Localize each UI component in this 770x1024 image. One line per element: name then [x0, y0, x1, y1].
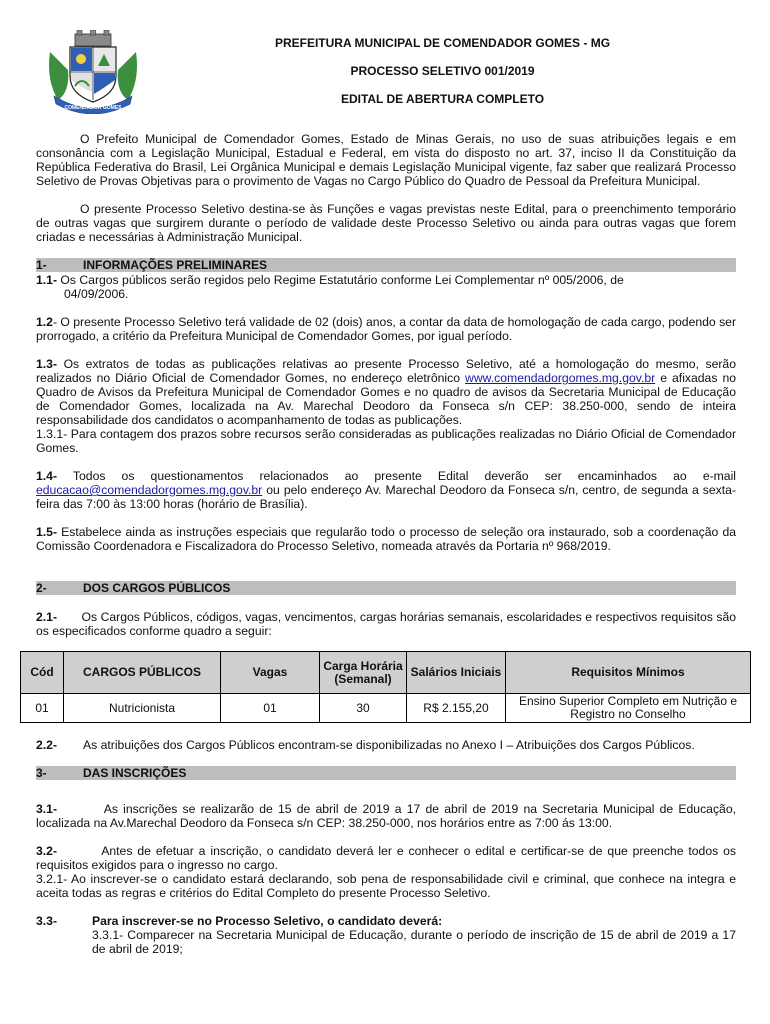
- item-1-5: [36, 525, 736, 553]
- col-header-vagas: Vagas: [221, 652, 320, 694]
- section-3-header: [36, 766, 736, 780]
- table-header-row: [21, 652, 751, 694]
- col-header-cargos: CARGOS PÚBLICOS: [64, 652, 221, 694]
- website-link[interactable]: www.comendadorgomes.mg.gov.br: [465, 371, 656, 385]
- table-row: [21, 694, 751, 723]
- item-text: - O presente Processo Seletivo terá validade de 02 (dois) anos, a contar da data de homologação de cada cargo, podendo ser prorrogado, a critério da Prefeitura Municipal de Comendador Gomes, por igual período.: [36, 315, 736, 343]
- email-link[interactable]: educacao@comendadorgomes.mg.gov.br: [36, 483, 263, 497]
- item-3-2-1: 3.2.1- Ao inscrever-se o candidato estará declarando, sob pena de responsabilidade civil e criminal, que conhece na integra e aceita todas as regras e critérios do Edital Completo do presente Processo Seletivo.: [36, 872, 736, 900]
- item-label: 2.2-: [36, 738, 58, 752]
- section-title: DAS INSCRIÇÕES: [83, 766, 187, 780]
- item-label: 3.2-: [36, 844, 58, 858]
- item-3-2: [36, 844, 736, 872]
- cell-vagas: 01: [221, 694, 320, 723]
- item-text: Os Cargos públicos serão regidos pelo Regime Estatutário conforme Lei Complementar nº 005/2006, de: [60, 273, 624, 287]
- item-1-2: [36, 315, 736, 343]
- item-1-3-1: 1.3.1- Para contagem dos prazos sobre recursos serão consideradas as publicações realizadas no Diário Oficial de Comendador Gomes.: [36, 427, 736, 455]
- cell-cod: 01: [21, 694, 64, 723]
- col-header-cod: Cód: [21, 652, 64, 694]
- item-label: 1.4-: [36, 469, 58, 483]
- item-1-3: [36, 357, 736, 427]
- cell-carga-horaria: 30: [320, 694, 407, 723]
- crest-ribbon-text: COMENDADOR GOMES: [64, 105, 122, 111]
- item-1-1-continuation: 04/09/2006.: [64, 287, 129, 301]
- item-text: Os extratos de todas as publicações relativas ao presente Processo Seletivo, até a homologação do mesmo, serão realizados no Diário Oficial de Comendador Gomes, no endereço eletrônico: [36, 357, 736, 385]
- item-label: 2.1-: [36, 610, 58, 624]
- item-text: Estabelece ainda as instruções especiais que regularão todo o processo de seleção ora instaurado, sob a coordenação da Comissão Coordenadora e Fiscalizadora do Processo Seletivo, nomeada através da Portaria nº 968/2019.: [36, 525, 736, 553]
- item-label: 3.1-: [36, 802, 58, 816]
- item-label: 1.5-: [36, 525, 58, 539]
- municipal-crest-logo: [44, 30, 142, 114]
- intro-paragraph-2: O presente Processo Seletivo destina-se às Funções e vagas previstas neste Edital, para o preenchimento temporário de outras vagas que surgirem durante o período de validade deste Processo Seletivo ou ainda para outras vagas que forem criadas e necessárias à Administração Municipal.: [36, 202, 736, 244]
- item-2-1: [36, 610, 736, 638]
- item-text: Para inscrever-se no Processo Seletivo, o candidato deverá:: [92, 914, 443, 928]
- item-label: 1.2: [36, 315, 53, 329]
- section-number: 3-: [36, 766, 47, 780]
- section-2-header: [36, 581, 736, 595]
- cargos-table: [20, 651, 751, 723]
- section-title: INFORMAÇÕES PRELIMINARES: [83, 258, 268, 272]
- item-1-4: [36, 469, 736, 511]
- item-text: Antes de efetuar a inscrição, o candidato deverá ler e conhecer o edital e certificar-se de que preenche todos os requisitos exigidos para o ingresso no cargo.: [36, 844, 736, 872]
- cell-salario: R$ 2.155,20: [407, 694, 506, 723]
- intro-paragraph-1: O Prefeito Municipal de Comendador Gomes, Estado de Minas Gerais, no uso de suas atribuições legais e em consonância com a Legislação Municipal, Estadual e Federal, em vista do disposto no art. 37, inciso II da Constituição da República Federativa do Brasil, Lei Orgânica Municipal e demais Legislação Municipal vigente, faz saber que realizará Processo Seletivo de Provas Objetivas para o provimento de Vagas no Cargo Público do Quadro de Pessoal da Prefeitura Municipal.: [36, 132, 736, 188]
- item-1-1: [36, 273, 736, 287]
- item-text: Os Cargos Públicos, códigos, vagas, vencimentos, cargas horárias semanais, escolaridades e respectivos requisitos são os especificados conforme quadro a seguir:: [36, 610, 737, 638]
- header-municipality: PREFEITURA MUNICIPAL DE COMENDADOR GOMES - MG: [274, 36, 611, 50]
- item-text: Todos os questionamentos relacionados ao presente Edital deverão ser encaminhados ao e-mail: [72, 469, 736, 483]
- col-header-carga-horaria: Carga Horária (Semanal): [320, 652, 407, 694]
- col-header-salarios: Salários Iniciais: [407, 652, 506, 694]
- header-edital-title: EDITAL DE ABERTURA COMPLETO: [340, 92, 545, 106]
- cell-cargo: Nutricionista: [64, 694, 221, 723]
- section-1-header: [36, 258, 736, 272]
- col-header-requisitos: Requisitos Mínimos: [506, 652, 751, 694]
- header-process: PROCESSO SELETIVO 001/2019: [350, 64, 535, 78]
- item-3-3-1: 3.3.1- Comparecer na Secretaria Municipal de Educação, durante o período de inscrição de 15 de abril de 2019 a 17 de abril de 2019;: [92, 928, 736, 956]
- item-text-cont: ou pelo endereço Av. Marechal Deodoro da Fonseca s/n, centro, de segunda a sexta-feira das 7:00 às 13:00 horas (horário de Brasília).: [36, 483, 736, 511]
- item-label: 1.3-: [36, 357, 58, 371]
- item-text: As atribuições dos Cargos Públicos encontram-se disponibilizadas no Anexo I – Atribuições dos Cargos Públicos.: [83, 738, 695, 752]
- cell-requisitos: Ensino Superior Completo em Nutrição e Registro no Conselho: [506, 694, 751, 723]
- section-title: DOS CARGOS PÚBLICOS: [83, 581, 231, 595]
- item-text: As inscrições se realizarão de 15 de abril de 2019 a 17 de abril de 2019 na Secretaria Municipal de Educação, localizada na Av.Marechal Deodoro da Fonseca s/n CEP: 38.250-000, nos horários entre as 7:00 ás 13:00.: [36, 802, 736, 830]
- item-label: 3.3-: [36, 914, 58, 928]
- item-3-1: [36, 802, 736, 830]
- item-text-cont: e afixadas no Quadro de Avisos da Prefeitura Municipal de Comendador Gomes e no quadro de avisos da Secretaria Municipal de Educação de Comendador Gomes, localizada na Av. Marechal Deodoro da Fonseca s/n CEP: 38.250-000, sendo de inteira responsabilidade dos candidatos o acompanhamento de todas as publicações.: [36, 371, 737, 427]
- section-number: 1-: [36, 258, 47, 272]
- section-number: 2-: [36, 581, 47, 595]
- item-label: 1.1-: [36, 273, 58, 287]
